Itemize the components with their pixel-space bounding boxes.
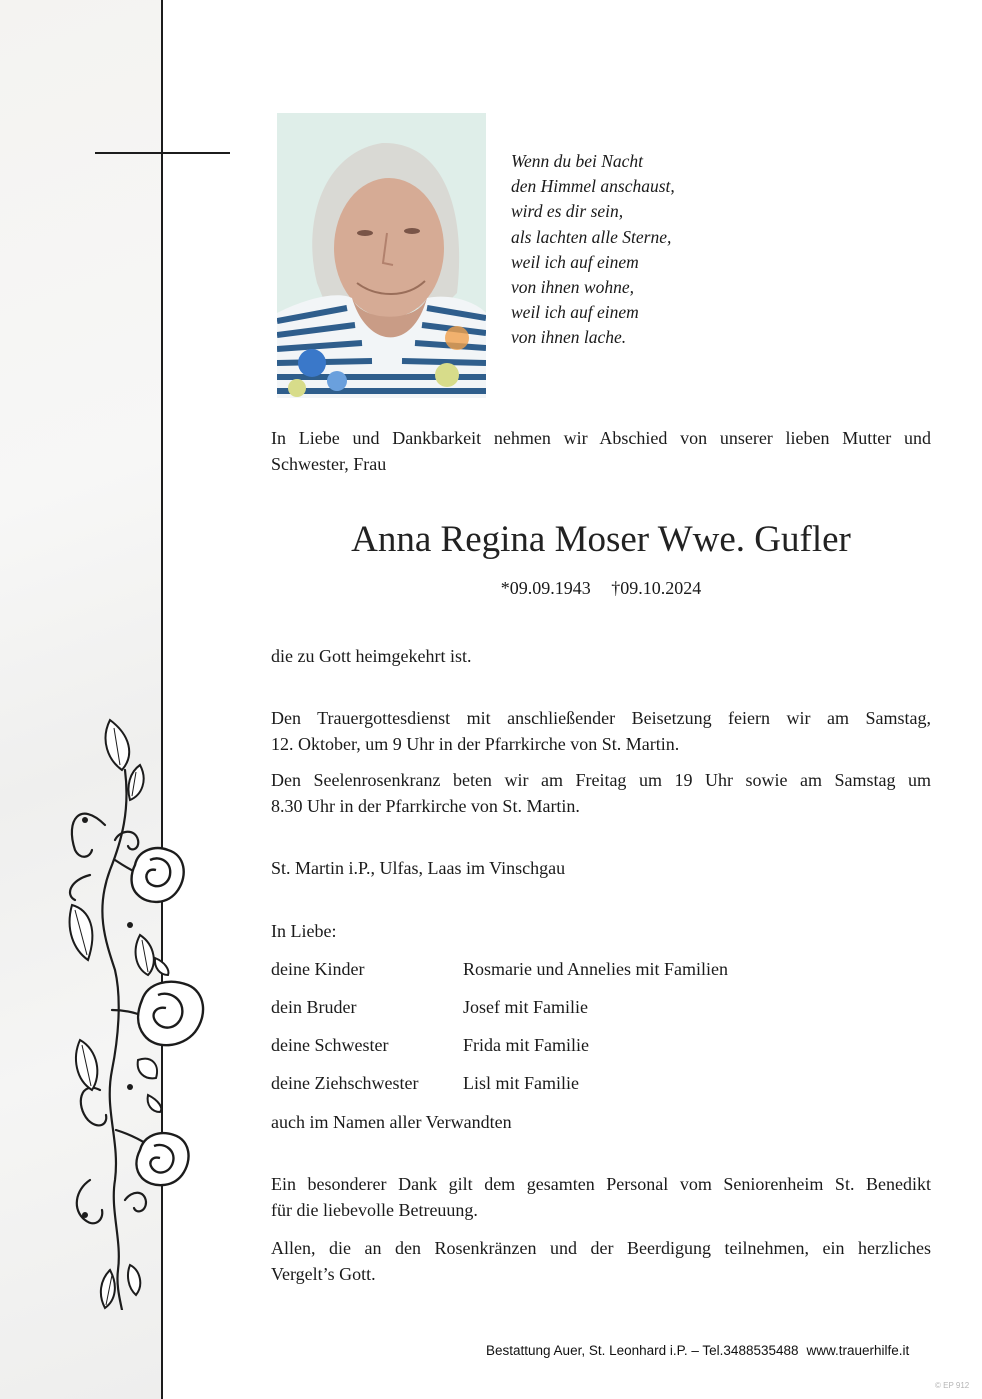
service-line-2: 12. Oktober, um 9 Uhr in der Pfarrkirche von St. Martin. [271,734,680,754]
poem-line: weil ich auf einem [511,302,639,323]
funeral-service-paragraph [271,705,931,757]
rosary-line-2: 8.30 Uhr in der Pfarrkirche von St. Martin. [271,796,580,816]
thanks-line-1: Ein besonderer Dank gilt dem gesamten Personal vom Seniorenheim St. Benedikt [271,1174,931,1194]
mourner-names: Frida mit Familie [463,1035,589,1055]
rosary-line-1: Den Seelenrosenkranz beten wir am Freitag um 19 Uhr sowie am Samstag um [271,770,931,790]
cross-icon [95,152,230,154]
poem [511,149,675,351]
places-text: St. Martin i.P., Ulfas, Laas im Vinschgau [271,858,566,878]
copyright-mark: © EP 912 [935,1381,970,1390]
birth-date: *09.09.1943 [500,578,591,598]
intro-paragraph [271,425,931,477]
mourner-relation: deine Schwester [271,1035,389,1055]
mourner-row [271,956,728,982]
mourners-closing: auch im Namen aller Verwandten [271,1112,512,1132]
intro-line-2: Schwester, Frau [271,454,387,474]
mourner-relation: dein Bruder [271,997,357,1017]
portrait-photo [277,113,486,398]
website-link[interactable]: www.trauerhilfe.it [806,1343,910,1358]
rosary-paragraph [271,767,931,819]
mourner-row [271,1032,589,1058]
intro-line-1: In Liebe und Dankbarkeit nehmen wir Abschied von unserer lieben Mutter und [271,428,931,448]
mourner-row [271,1070,579,1096]
service-line-1: Den Trauergottesdienst mit anschließender Beisetzung feiern wir am Samstag, [271,708,931,728]
mourner-relation: deine Ziehschwester [271,1073,419,1093]
poem-line: von ihnen wohne, [511,277,634,298]
thanks-paragraph [271,1171,931,1223]
mourner-names: Lisl mit Familie [463,1073,579,1093]
mourner-names: Josef mit Familie [463,997,588,1017]
undertaker-info: Bestattung Auer, St. Leonhard i.P. – Tel.3488535488 [486,1343,799,1358]
poem-line: Wenn du bei Nacht [511,151,644,171]
thanks-line-2: für die liebevolle Betreuung. [271,1200,478,1220]
poem-line: den Himmel anschaust, [511,176,675,197]
poem-line: von ihnen lache. [511,327,627,348]
gratitude-line-2: Vergelt’s Gott. [271,1264,376,1284]
poem-line: weil ich auf einem [511,251,639,272]
returned-home-text: die zu Gott heimgekehrt ist. [271,646,472,666]
life-dates [271,578,931,599]
poem-line: wird es dir sein, [511,201,624,222]
death-date: †09.10.2024 [611,578,702,598]
deceased-name: Anna Regina Moser Wwe. Gufler [351,519,851,560]
poem-line: als lachten alle Sterne, [511,226,672,247]
gratitude-line-1: Allen, die an den Rosenkränzen und der Beerdigung teilnehmen, ein herzliches [271,1238,931,1258]
undertaker-footer [486,1343,909,1358]
mourner-row [271,994,588,1020]
mourner-relation: deine Kinder [271,959,365,979]
mourner-names: Rosmarie und Annelies mit Familien [463,959,728,979]
gratitude-paragraph [271,1235,931,1287]
mourners-heading: In Liebe: [271,921,337,941]
rose-vine-ornament-icon [60,710,220,1310]
portrait-image [277,113,486,398]
